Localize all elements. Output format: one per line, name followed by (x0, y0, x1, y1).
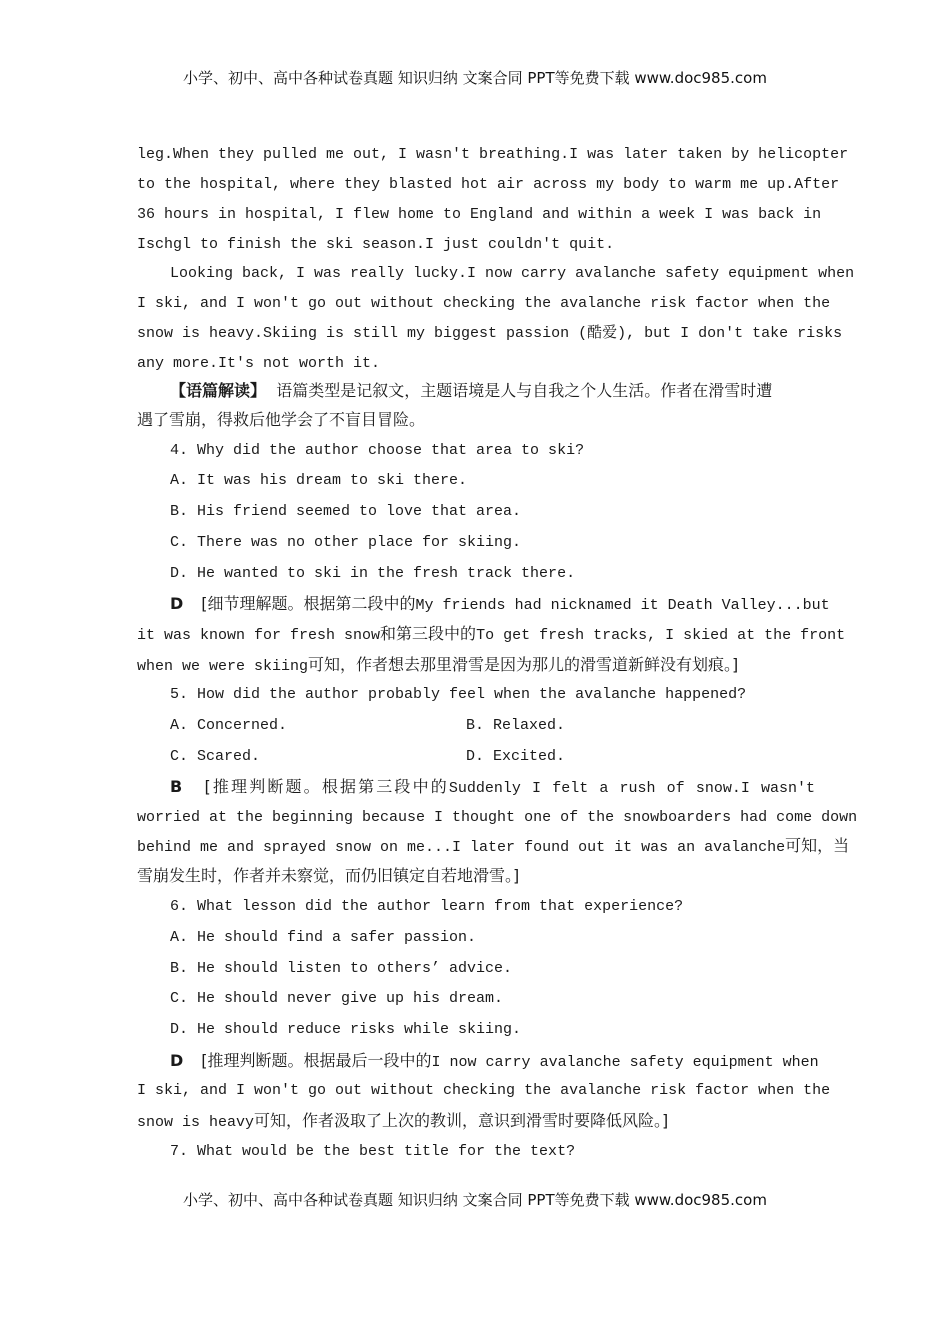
q4-explanation-line2 (137, 624, 846, 646)
q4-explanation (170, 594, 830, 616)
explanation-quote: My friends had nicknamed it Death Valley...but (415, 597, 830, 614)
passage-line: Looking back, I was really lucky.I now carry avalanche safety equipment when (170, 265, 855, 282)
q5-answer: B (170, 777, 183, 796)
question-5: 5. How did the author probably feel when the avalanche happened? (170, 686, 747, 703)
q6-explanation-line2: I ski, and I won't go out without checking the avalanche risk factor when the (137, 1082, 831, 1099)
q4-option-c: C. There was no other place for skiing. (170, 534, 522, 551)
q6-option-d: D. He should reduce risks while skiing. (170, 1021, 522, 1038)
q4-explanation-line3 (137, 655, 815, 677)
q5-option-b: B. Relaxed. (466, 717, 566, 734)
explanation-text: 可知，作者汲取了上次的教训，意识到滑雪时要降低风险。] (254, 1111, 669, 1130)
passage-line: I ski, and I won't go out without checking the avalanche risk factor when the (137, 295, 831, 312)
page-header: 小学、初中、高中各种试卷真题 知识归纳 文案合同 PPT等免费下载 www.doc985.com (183, 69, 767, 87)
q4-answer: D (170, 594, 184, 613)
explanation-text: 可知，作者想去那里滑雪是因为那儿的滑雪道新鲜没有划痕。] (308, 655, 739, 674)
passage-line: any more.It's not worth it. (137, 355, 381, 372)
q4-option-b: B. His friend seemed to love that area. (170, 503, 522, 520)
q5-option-d: D. Excited. (466, 748, 566, 765)
passage-line: leg.When they pulled me out, I wasn't breathing.I was later taken by helicopter (137, 146, 849, 163)
explanation-quote: To get fresh tracks, I skied at the front (476, 627, 846, 644)
analysis-text-line2: 遇了雪崩，得救后他学会了不盲目冒险。 (137, 410, 426, 429)
q6-option-c: C. He should never give up his dream. (170, 990, 504, 1007)
explanation-text: [推理判断题。根据第三段中的 (204, 777, 449, 796)
q6-answer: D (170, 1051, 184, 1070)
explanation-text: 和第三段中的 (380, 624, 477, 643)
passage-line: 36 hours in hospital, I flew home to England and within a week I was back in (137, 206, 822, 223)
page-footer: 小学、初中、高中各种试卷真题 知识归纳 文案合同 PPT等免费下载 www.doc985.com (183, 1191, 767, 1209)
q5-options-row2 (170, 747, 815, 767)
q4-option-d: D. He wanted to ski in the fresh track there. (170, 565, 576, 582)
question-7: 7. What would be the best title for the text? (170, 1143, 576, 1160)
passage-line: Ischgl to finish the ski season.I just couldn't quit. (137, 236, 615, 253)
explanation-quote: it was known for fresh snow (137, 627, 381, 644)
q6-explanation-line3 (137, 1111, 815, 1133)
explanation-text: 可知，当 (785, 836, 850, 855)
q5-options-row1 (170, 716, 815, 736)
explanation-text: [细节理解题。根据第二段中的 (201, 594, 416, 613)
question-6: 6. What lesson did the author learn from that experience? (170, 898, 684, 915)
q6-explanation (170, 1051, 819, 1073)
q5-explanation (170, 777, 815, 799)
q5-explanation-line2: worried at the beginning because I thought one of the snowboarders had come down (137, 809, 858, 826)
q6-option-b: B. He should listen to others’ advice. (170, 960, 513, 977)
explanation-quote: I now carry avalanche safety equipment when (431, 1054, 819, 1071)
q5-option-c: C. Scared. (170, 748, 261, 765)
passage-line: snow is heavy.Skiing is still my biggest passion (酷爱), but I don't take risks (137, 325, 843, 342)
passage-line: to the hospital, where they blasted hot air across my body to warm me up.After (137, 176, 840, 193)
question-4: 4. Why did the author choose that area to ski? (170, 442, 585, 459)
explanation-quote: when we were skiing (137, 658, 309, 675)
explanation-text: [推理判断题。根据最后一段中的 (201, 1051, 432, 1070)
analysis-text: 语篇类型是记叙文，主题语境是人与自我之个人生活。作者在滑雪时遭 (276, 381, 773, 400)
q5-option-a: A. Concerned. (170, 717, 288, 734)
q5-explanation-line4: 雪崩发生时，作者并未察觉，而仍旧镇定自若地滑雪。] (137, 866, 520, 885)
q5-explanation-line3 (137, 836, 850, 858)
explanation-quote: snow is heavy (137, 1114, 255, 1131)
q4-option-a: A. It was his dream to ski there. (170, 472, 468, 489)
explanation-quote: Suddenly I felt a rush of snow.I wasn't (448, 780, 815, 797)
explanation-quote: behind me and sprayed snow on me...I later found out it was an avalanche (137, 839, 786, 856)
q6-option-a: A. He should find a safer passion. (170, 929, 477, 946)
analysis-label: 【语篇解读】 (170, 381, 267, 400)
passage-analysis (170, 381, 815, 401)
